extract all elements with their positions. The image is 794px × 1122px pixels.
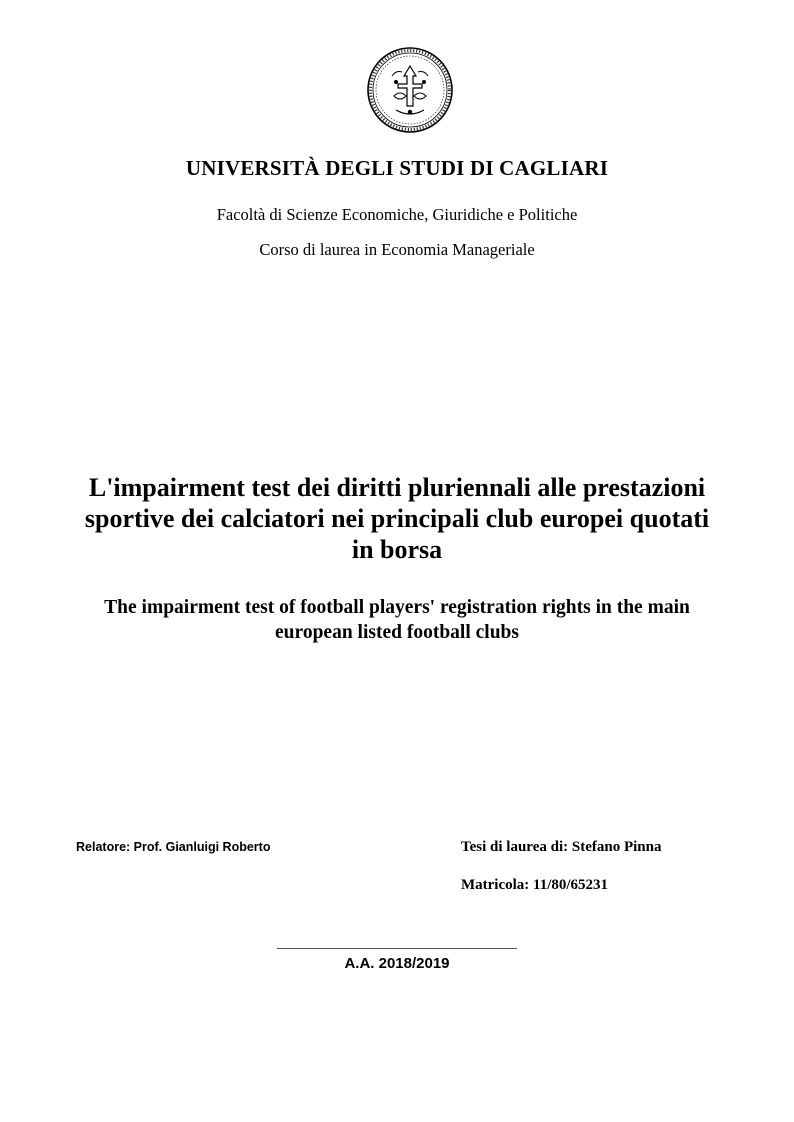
title-it-line: sportive dei calciatori nei principali club europei quotati: [84, 504, 710, 533]
university-seal-logo: [366, 46, 454, 134]
title-it-line: in borsa: [351, 535, 443, 564]
academic-year: A.A. 2018/2019: [344, 955, 450, 972]
author-label: Tesi di laurea di: Stefano Pinna: [461, 839, 662, 855]
student-id-label: Matricola: 11/80/65231: [461, 877, 609, 893]
supervisor-label: Relatore: Prof. Gianluigi Roberto: [76, 840, 271, 854]
title-en-line: The impairment test of football players' registration rights in the main: [104, 597, 690, 618]
footer-divider: [277, 948, 517, 949]
thesis-title-italian: [60, 472, 734, 565]
university-name: UNIVERSITÀ DEGLI STUDI DI CAGLIARI: [185, 156, 609, 180]
thesis-title-english: [60, 595, 734, 645]
title-it-line: L'impairment test dei diritti pluriennali alle prestazioni: [88, 473, 706, 502]
faculty-name: Facoltà di Scienze Economiche, Giuridiche e Politiche: [216, 205, 578, 224]
course-name: Corso di laurea in Economia Manageriale: [259, 240, 535, 259]
title-en-line: european listed football clubs: [275, 622, 519, 643]
